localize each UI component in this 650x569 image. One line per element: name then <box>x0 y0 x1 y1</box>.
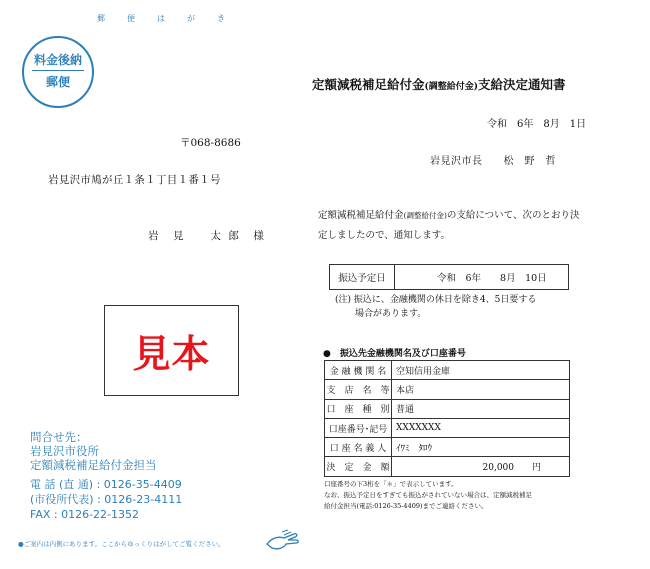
sample-box <box>104 305 239 396</box>
row-value: 普通 <box>392 399 570 418</box>
row-value: ｲﾜﾐ ﾀﾛｳ <box>392 438 570 457</box>
notice-title <box>312 75 566 93</box>
contact-section: 定額減税補足給付金担当 <box>30 458 157 472</box>
postage-paid-stamp <box>22 36 94 108</box>
row-label: 口 座 種 別 <box>325 399 392 418</box>
row-label: 支 店 名 等 <box>325 380 392 399</box>
postal-code: 〒068-8686 <box>180 137 241 149</box>
account-note-line3: 給付金担当(電話:0126-35-4409)までご連絡ください。 <box>324 502 488 510</box>
table-row <box>325 380 570 399</box>
transfer-date-value: 令和 6年 8月 10日 <box>437 273 547 284</box>
stamp-line1: 料金後納 <box>33 53 82 67</box>
account-note-line1: 口座番号の下3桁を「＊」で表示しています。 <box>324 480 458 488</box>
transfer-note-line2: 場合があります。 <box>355 309 427 319</box>
sample-label: 見本 <box>132 332 211 376</box>
recipient-address: 岩見沢市鳩が丘１条１丁目１番１号 <box>48 174 221 186</box>
body-part2: の支給について、次のとおり決定しましたので、通知します。 <box>318 210 580 241</box>
stamp-line2: 郵便 <box>45 75 70 89</box>
table-row <box>325 457 570 476</box>
decided-amount: 20,000 円 <box>392 457 570 476</box>
hand-peel-icon <box>264 528 300 558</box>
peel-instruction: ●ご案内は内側にあります。ここからゆっくりはがしてご覧ください。 <box>18 540 225 548</box>
issue-date: 令和 6年 8月 1日 <box>487 119 587 130</box>
contact-phones <box>30 477 182 522</box>
transfer-note-line1: (注) 振込に、金融機関の休日を除き4、5日要する <box>335 295 537 305</box>
transfer-date-box <box>329 264 569 290</box>
transfer-note <box>335 293 575 321</box>
phone-main: (市役所代表) : 0126-23-4111 <box>30 493 183 506</box>
issuer: 岩見沢市長 松 野 哲 <box>430 156 556 167</box>
fax-number: FAX : 0126-22-1352 <box>30 508 140 521</box>
body-paren: (調整給付金) <box>403 211 447 220</box>
account-note-line2: なお、振込予定日をすぎても振込がされていない場合は、定額減税補足 <box>324 491 532 499</box>
table-row <box>325 418 570 437</box>
row-label: 決 定 金 額 <box>325 457 392 476</box>
notice-title-main: 定額減税補足給付金 <box>312 77 425 92</box>
notice-title-paren: (調整給付金) <box>424 82 479 92</box>
stamp-divider <box>32 70 84 71</box>
body-part1: 定額減税補足給付金 <box>318 210 404 221</box>
account-note <box>324 479 594 512</box>
notice-body <box>318 206 588 246</box>
table-row <box>325 438 570 457</box>
phone-direct: 電 話 (直 通) : 0126-35-4409 <box>30 478 182 491</box>
row-value: 空知信用金庫 <box>392 361 570 380</box>
table-row <box>325 399 570 418</box>
contact-block <box>30 430 157 472</box>
contact-office: 岩見沢市役所 <box>30 444 99 458</box>
postcard-label: 郵 便 は が き <box>97 14 232 23</box>
bank-account-table <box>324 360 570 477</box>
recipient-name: 岩 見 太 郎 様 <box>148 230 266 242</box>
bank-heading: ● 振込先金融機関名及び口座番号 <box>323 349 466 359</box>
row-label: 金 融 機 関 名 <box>325 361 392 380</box>
transfer-date-label: 振込予定日 <box>330 265 395 289</box>
contact-heading: 問合せ先： <box>30 430 88 444</box>
row-value: XXXXXXX <box>392 418 570 437</box>
table-row <box>325 361 570 380</box>
row-value: 本店 <box>392 380 570 399</box>
notice-title-tail: 支給決定通知書 <box>478 77 566 92</box>
row-label: 口 座 名 義 人 <box>325 438 392 457</box>
row-label: 口座番号･記号 <box>325 418 392 437</box>
